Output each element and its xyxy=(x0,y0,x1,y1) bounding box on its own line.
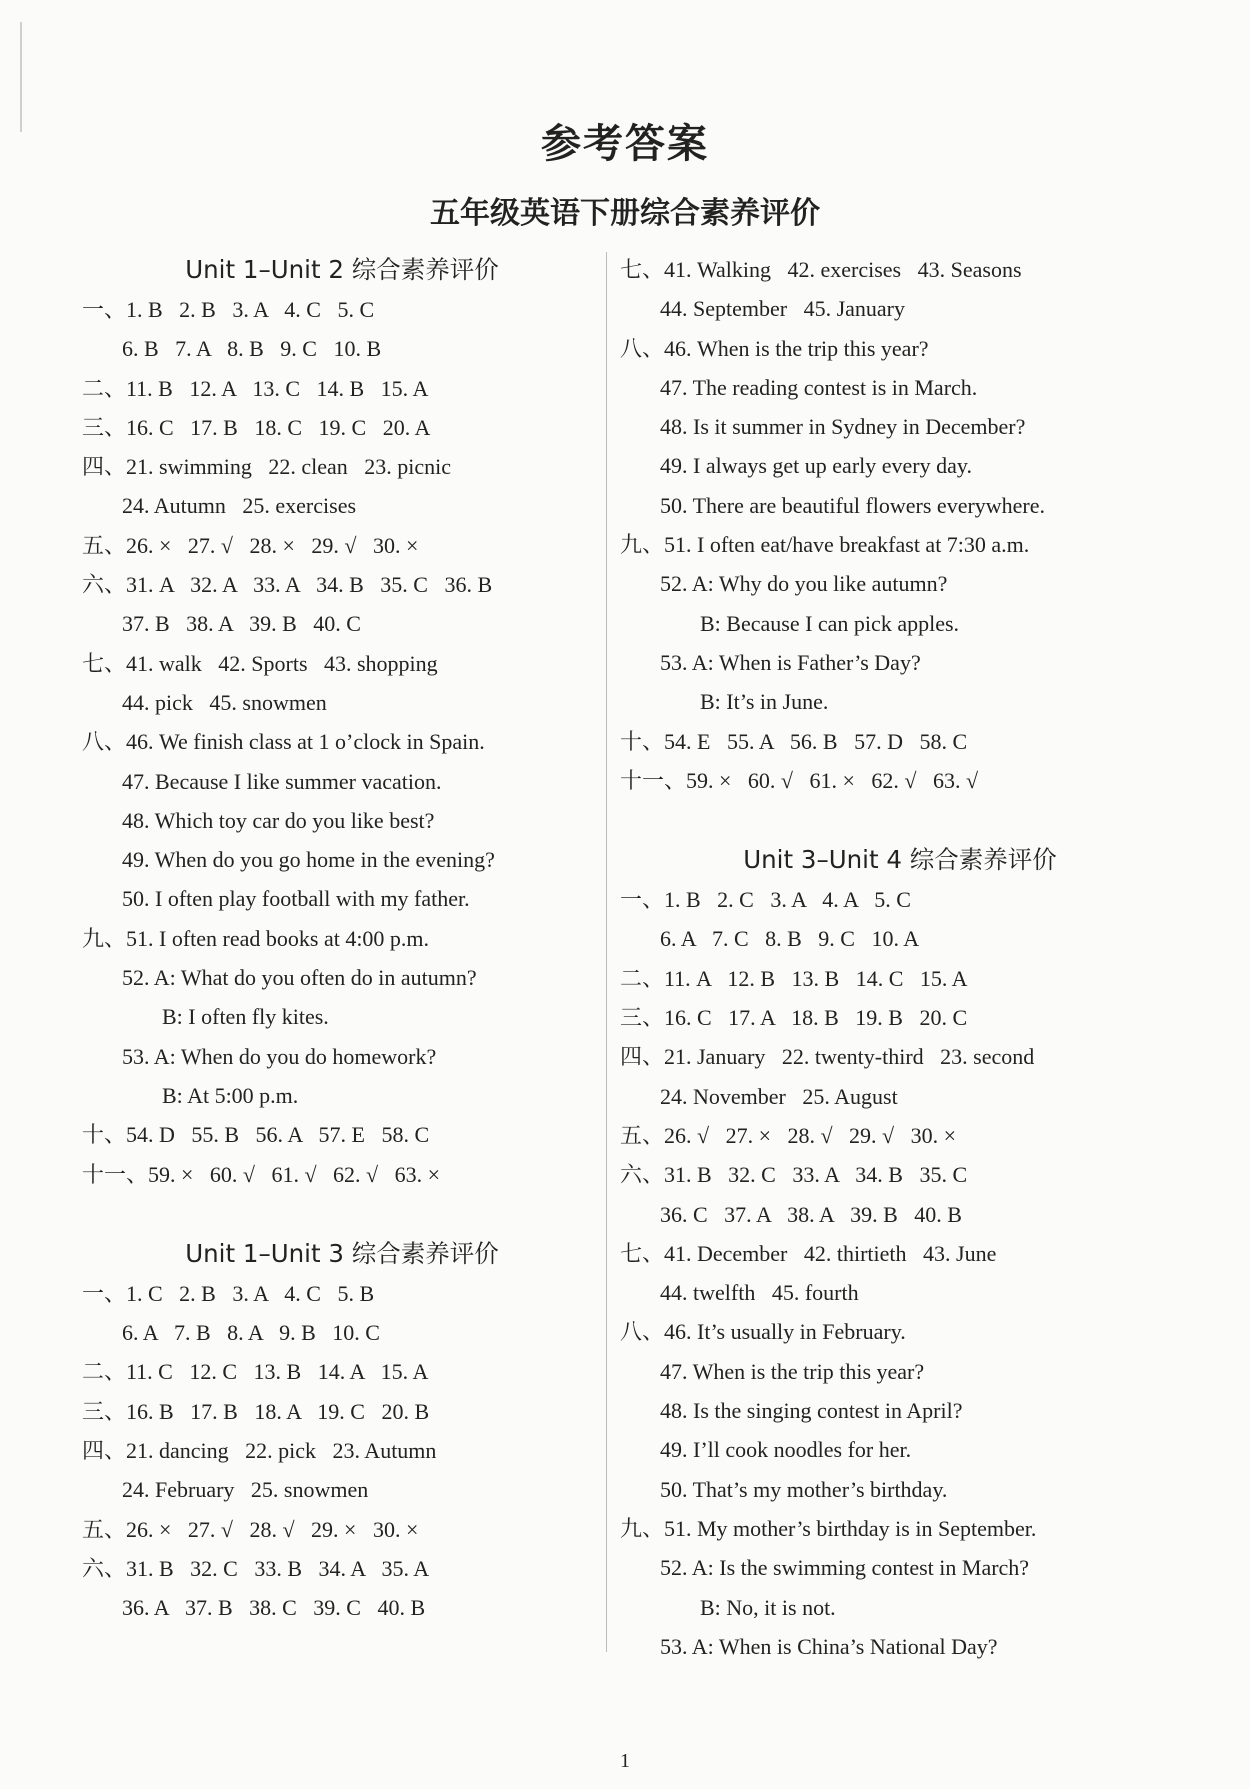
answer-line: 36. A 37. B 38. C 39. C 40. B xyxy=(122,1595,426,1621)
answer-line: B: It’s in June. xyxy=(700,689,829,715)
answer-line: 49. I’ll cook noodles for her. xyxy=(660,1437,912,1463)
answer-line: 6. A 7. C 8. B 9. C 10. A xyxy=(660,926,920,952)
answer-line: 47. The reading contest is in March. xyxy=(660,374,978,400)
answer-line: 44. pick 45. snowmen xyxy=(122,689,327,715)
answer-line: 49. I always get up early every day. xyxy=(660,453,972,479)
answer-line: 52. A: Is the swimming contest in March? xyxy=(660,1555,1030,1581)
answer-line: 十一、59. × 60. √ 61. × 62. √ 63. √ xyxy=(620,767,979,793)
answer-line: 53. A: When is Father’s Day? xyxy=(660,649,921,675)
answer-line: 6. A 7. B 8. A 9. B 10. C xyxy=(122,1320,380,1346)
answer-line: 四、21. January 22. twenty-third 23. second xyxy=(620,1044,1035,1070)
answer-line: 七、41. December 42. thirtieth 43. June xyxy=(620,1240,997,1266)
answer-line: 六、31. B 32. C 33. B 34. A 35. A xyxy=(82,1555,430,1581)
answer-line: 三、16. C 17. B 18. C 19. C 20. A xyxy=(82,414,431,440)
page-number: 1 xyxy=(620,1750,630,1772)
answer-line: 一、1. B 2. B 3. A 4. C 5. C xyxy=(82,297,375,322)
answer-line: 九、51. I often read books at 4:00 p.m. xyxy=(82,925,430,951)
answer-line: 九、51. I often eat/have breakfast at 7:30 a.m. xyxy=(620,532,1030,558)
answer-line: 一、1. B 2. C 3. A 4. A 5. C xyxy=(620,887,911,913)
answer-line: 47. Because I like summer vacation. xyxy=(122,768,442,794)
answer-line: 53. A: When is China’s National Day? xyxy=(660,1633,998,1659)
answer-line: 44. September 45. January xyxy=(660,296,905,322)
left-column xyxy=(82,250,602,1628)
column-divider xyxy=(606,252,607,1652)
answer-line: 十、54. D 55. B 56. A 57. E 58. C xyxy=(82,1122,430,1148)
answer-line: 6. B 7. A 8. B 9. C 10. B xyxy=(122,336,382,362)
answer-line: 八、46. We finish class at 1 o’clock in Spain. xyxy=(82,729,485,755)
answer-line: 十、54. E 55. A 56. B 57. D 58. C xyxy=(620,728,968,754)
section-heading-unit1-3: Unit 1–Unit 3 综合素养评价 xyxy=(185,1238,499,1268)
answer-line: 48. Is it summer in Sydney in December? xyxy=(660,414,1026,440)
answer-line: 二、11. B 12. A 13. C 14. B 15. A xyxy=(82,375,429,401)
answer-line: 52. A: Why do you like autumn? xyxy=(660,571,948,597)
answer-line: 44. twelfth 45. fourth xyxy=(660,1280,859,1306)
answer-line: 36. C 37. A 38. A 39. B 40. B xyxy=(660,1201,962,1227)
answer-line: 24. February 25. snowmen xyxy=(122,1477,369,1503)
answer-line: B: I often fly kites. xyxy=(162,1004,329,1030)
answer-line: 四、21. swimming 22. clean 23. picnic xyxy=(82,454,452,480)
answer-line: 四、21. dancing 22. pick 23. Autumn xyxy=(82,1438,437,1464)
answer-line: 三、16. B 17. B 18. A 19. C 20. B xyxy=(82,1398,430,1424)
answer-line: 十一、59. × 60. √ 61. √ 62. √ 63. × xyxy=(82,1161,441,1187)
answer-line: 52. A: What do you often do in autumn? xyxy=(122,965,477,991)
answer-line: 二、11. A 12. B 13. B 14. C 15. A xyxy=(620,965,968,991)
answer-line: 50. That’s my mother’s birthday. xyxy=(660,1476,948,1502)
section-heading-unit1-2: Unit 1–Unit 2 综合素养评价 xyxy=(185,255,499,284)
answer-line: 53. A: When do you do homework? xyxy=(122,1043,437,1069)
answer-line: 一、1. C 2. B 3. A 4. C 5. B xyxy=(82,1280,375,1306)
right-column xyxy=(620,250,1180,1666)
answer-line: 二、11. C 12. C 13. B 14. A 15. A xyxy=(82,1359,429,1385)
answer-line: 49. When do you go home in the evening? xyxy=(122,847,495,873)
answer-line: 九、51. My mother’s birthday is in September. xyxy=(620,1515,1037,1541)
answer-line: 47. When is the trip this year? xyxy=(660,1358,925,1384)
section-heading-unit3-4: Unit 3–Unit 4 综合素养评价 xyxy=(743,845,1057,875)
answer-line: 24. November 25. August xyxy=(660,1083,898,1109)
answer-line: 八、46. When is the trip this year? xyxy=(620,335,929,361)
answer-line: 五、26. × 27. √ 28. × 29. √ 30. × xyxy=(82,532,419,558)
answer-line: 五、26. × 27. √ 28. √ 29. × 30. × xyxy=(82,1516,419,1542)
answer-line: 七、41. walk 42. Sports 43. shopping xyxy=(82,650,438,676)
answer-line: 五、26. √ 27. × 28. √ 29. √ 30. × xyxy=(620,1122,957,1148)
answer-line: 六、31. A 32. A 33. A 34. B 35. C 36. B xyxy=(82,572,493,598)
answer-line: 24. Autumn 25. exercises xyxy=(122,493,357,519)
answer-line: 六、31. B 32. C 33. A 34. B 35. C xyxy=(620,1162,968,1188)
answer-line: 48. Is the singing contest in April? xyxy=(660,1398,963,1424)
answer-line: 50. I often play football with my father. xyxy=(122,886,470,912)
answer-line: B: Because I can pick apples. xyxy=(700,610,960,636)
answer-line: 50. There are beautiful flowers everywhere. xyxy=(660,492,1046,518)
answer-line: 七、41. Walking 42. exercises 43. Seasons xyxy=(620,257,1022,282)
answer-line: 八、46. It’s usually in February. xyxy=(620,1319,906,1345)
page-subtitle: 五年级英语下册综合素养评价 xyxy=(430,196,820,231)
answer-line: B: No, it is not. xyxy=(700,1594,836,1620)
answer-line: 三、16. C 17. A 18. B 19. B 20. C xyxy=(620,1005,968,1031)
answer-line: B: At 5:00 p.m. xyxy=(162,1082,299,1108)
page-title: 参考答案 xyxy=(541,121,709,167)
answer-line: 48. Which toy car do you like best? xyxy=(122,807,435,833)
answer-line: 37. B 38. A 39. B 40. C xyxy=(122,611,361,637)
